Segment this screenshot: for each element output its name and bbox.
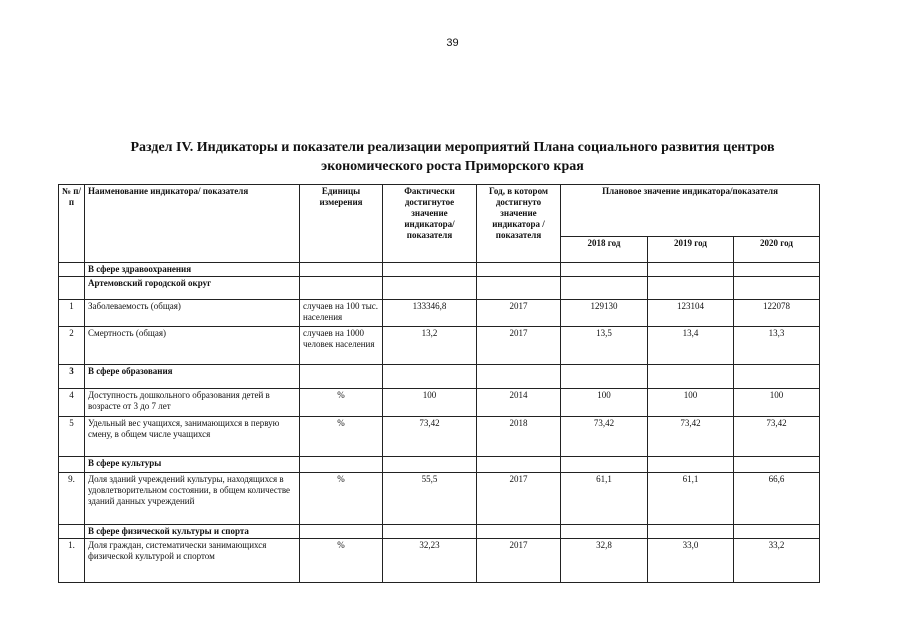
section-num <box>59 277 85 300</box>
section-title: Артемовский городской округ <box>85 277 300 300</box>
row-actual: 32,23 <box>383 539 477 583</box>
row-2020: 100 <box>734 389 820 417</box>
row-actual: 55,5 <box>383 473 477 525</box>
row-2020: 122078 <box>734 300 820 327</box>
row-num: 5 <box>59 417 85 457</box>
header-year: Год, в котором достигнуто значение индикатора /показателя <box>477 185 561 263</box>
header-2018: 2018 год <box>561 237 648 263</box>
row-2018: 61,1 <box>561 473 648 525</box>
header-name: Наименование индикатора/ показателя <box>85 185 300 263</box>
row-actual: 13,2 <box>383 327 477 365</box>
table-row <box>59 539 820 583</box>
header-num: № п/п <box>59 185 85 263</box>
row-2019: 33,0 <box>648 539 734 583</box>
header-2019: 2019 год <box>648 237 734 263</box>
row-2019: 73,42 <box>648 417 734 457</box>
row-unit: случаев на 100 тыс. населения <box>300 300 383 327</box>
row-year: 2017 <box>477 539 561 583</box>
table-row <box>59 389 820 417</box>
row-unit: % <box>300 417 383 457</box>
row-num: 2 <box>59 327 85 365</box>
row-unit: % <box>300 473 383 525</box>
row-2018: 129130 <box>561 300 648 327</box>
row-unit: случаев на 1000 человек населения <box>300 327 383 365</box>
title-line-1: Раздел IV. Индикаторы и показатели реализации мероприятий Плана социального развития центров <box>130 140 775 155</box>
section-num <box>59 525 85 539</box>
row-2020: 73,42 <box>734 417 820 457</box>
row-2018: 32,8 <box>561 539 648 583</box>
row-2018: 13,5 <box>561 327 648 365</box>
indicators-table <box>58 184 820 583</box>
header-2020: 2020 год <box>734 237 820 263</box>
header-actual: Фактически достигнутое значение индикатора/ показателя <box>383 185 477 263</box>
row-2019: 100 <box>648 389 734 417</box>
section-title: В сфере культуры <box>85 457 300 473</box>
table-row <box>59 300 820 327</box>
row-name: Заболеваемость (общая) <box>85 300 300 327</box>
row-year: 2014 <box>477 389 561 417</box>
section-title: В сфере физической культуры и спорта <box>85 525 300 539</box>
row-num: 9. <box>59 473 85 525</box>
row-year: 2017 <box>477 300 561 327</box>
section-num <box>59 263 85 277</box>
section-row <box>59 277 820 300</box>
section-row <box>59 263 820 277</box>
row-2019: 61,1 <box>648 473 734 525</box>
row-unit: % <box>300 389 383 417</box>
row-2018: 100 <box>561 389 648 417</box>
row-name: Удельный вес учащихся, занимающихся в первую смену, в общем числе учащихся <box>85 417 300 457</box>
row-name: Доля зданий учреждений культуры, находящихся в удовлетворительном состоянии, в общем количестве зданий данных учреждений <box>85 473 300 525</box>
section-title: В сфере здравоохранения <box>85 263 300 277</box>
table-row <box>59 327 820 365</box>
row-2020: 33,2 <box>734 539 820 583</box>
row-year: 2017 <box>477 473 561 525</box>
page-number: 39 <box>446 37 459 49</box>
row-year: 2017 <box>477 327 561 365</box>
header-planned: Плановое значение индикатора/показателя <box>561 185 820 237</box>
row-num: 4 <box>59 389 85 417</box>
row-2019: 123104 <box>648 300 734 327</box>
row-actual: 133346,8 <box>383 300 477 327</box>
title-line-2: экономического роста Приморского края <box>321 159 584 174</box>
row-num: 1 <box>59 300 85 327</box>
row-2020: 13,3 <box>734 327 820 365</box>
table-row <box>59 473 820 525</box>
row-2019: 13,4 <box>648 327 734 365</box>
row-actual: 73,42 <box>383 417 477 457</box>
row-name: Доля граждан, систематически занимающихся физической культурой и спортом <box>85 539 300 583</box>
section-row <box>59 525 820 539</box>
row-unit: % <box>300 539 383 583</box>
row-name: Доступность дошкольного образования детей в возрасте от 3 до 7 лет <box>85 389 300 417</box>
page-title <box>60 138 845 176</box>
row-year: 2018 <box>477 417 561 457</box>
row-actual: 100 <box>383 389 477 417</box>
row-name: Смертность (общая) <box>85 327 300 365</box>
row-num: 1. <box>59 539 85 583</box>
table-row <box>59 417 820 457</box>
row-2018: 73,42 <box>561 417 648 457</box>
header-row-1 <box>59 185 820 237</box>
header-unit: Единицы измерения <box>300 185 383 263</box>
section-row <box>59 457 820 473</box>
section-row <box>59 365 820 389</box>
section-num: 3 <box>59 365 85 389</box>
row-2020: 66,6 <box>734 473 820 525</box>
section-num <box>59 457 85 473</box>
section-title: В сфере образования <box>85 365 300 389</box>
